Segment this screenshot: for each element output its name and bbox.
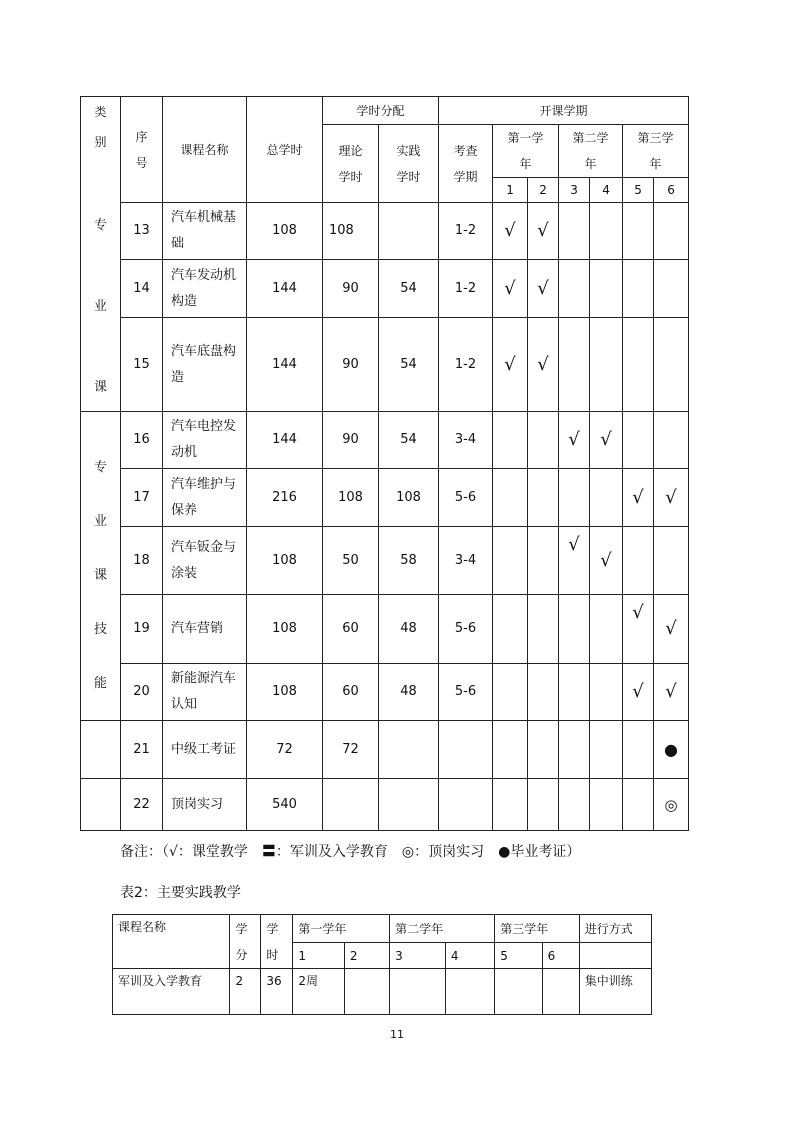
category-char: 能 <box>93 676 107 691</box>
total-hours-cell: 108 <box>247 203 323 260</box>
total-hours-cell: 108 <box>247 664 323 721</box>
total-hours-cell: 216 <box>247 469 323 527</box>
course-name-cell: 汽车发动机构造 <box>163 260 247 318</box>
term-mark-cell <box>623 412 654 469</box>
theory-hours-cell: 90 <box>323 260 379 318</box>
theory-hours-cell <box>323 779 379 831</box>
term-mark-cell <box>493 779 528 831</box>
term-mark-cell <box>559 203 590 260</box>
seq-cell: 14 <box>121 260 163 318</box>
t2-term-cell <box>542 969 579 1015</box>
term-mark-cell <box>493 721 528 779</box>
category-char: 业 <box>93 298 107 314</box>
practice-hours-cell: 108 <box>379 469 439 527</box>
term-mark-cell <box>590 318 623 412</box>
term-mark-cell <box>559 664 590 721</box>
total-hours-cell: 72 <box>247 721 323 779</box>
t2-header-term-6: 6 <box>542 943 579 969</box>
term-mark-cell: √ <box>590 527 623 595</box>
term-mark-cell: √ <box>493 203 528 260</box>
t2-method-cell: 集中训练 <box>579 969 651 1015</box>
practice-hours-cell: 54 <box>379 318 439 412</box>
term-mark-cell <box>559 318 590 412</box>
course-name-cell: 新能源汽车认知 <box>163 664 247 721</box>
theory-hours-cell: 60 <box>323 595 379 664</box>
practice-hours-cell: 54 <box>379 260 439 318</box>
t2-header-credit <box>230 915 261 969</box>
term-mark-cell: √ <box>623 469 654 527</box>
practice-hours-cell: 48 <box>379 664 439 721</box>
term-mark-cell: √ <box>654 664 689 721</box>
category-char: 专 <box>93 217 107 233</box>
header-term-4: 4 <box>590 178 623 203</box>
header-category-text: 类别 <box>94 105 107 149</box>
header-practice <box>379 125 439 203</box>
header-hours-distribution: 学时分配 <box>323 97 439 125</box>
exam-term-cell: 5-6 <box>439 595 493 664</box>
term-mark-cell: √ <box>528 260 559 318</box>
term-mark-cell <box>623 203 654 260</box>
total-hours-cell: 144 <box>247 260 323 318</box>
t2-header-year2: 第二学年 <box>390 915 495 943</box>
header-total-hours: 总学时 <box>247 97 323 203</box>
term-mark-cell <box>559 469 590 527</box>
term-mark-cell <box>654 203 689 260</box>
t2-credit-cell: 2 <box>230 969 261 1015</box>
course-name-cell: 汽车营销 <box>163 595 247 664</box>
seq-cell: 21 <box>121 721 163 779</box>
theory-hours-cell: 108 <box>323 203 379 260</box>
t2-header-method: 进行方式 <box>579 915 651 943</box>
t2-term-cell <box>495 969 542 1015</box>
table-row <box>81 260 689 318</box>
header-year1-text: 第一学年 <box>507 131 544 171</box>
course-name-cell: 顶岗实习 <box>163 779 247 831</box>
term-mark-cell <box>528 412 559 469</box>
term-mark-cell: ● <box>654 721 689 779</box>
t2-term-cell <box>344 969 389 1015</box>
course-name-cell: 中级工考证 <box>163 721 247 779</box>
term-mark-cell <box>623 721 654 779</box>
theory-hours-cell: 90 <box>323 412 379 469</box>
t2-header-course-name: 课程名称 <box>113 915 230 969</box>
practice-hours-cell <box>379 779 439 831</box>
term-mark-cell <box>654 318 689 412</box>
header-term-2: 2 <box>528 178 559 203</box>
header-seq <box>121 97 163 203</box>
theory-hours-cell: 60 <box>323 664 379 721</box>
table-row <box>81 318 689 412</box>
header-seq-text: 序号 <box>135 129 148 170</box>
t2-term-cell: 2周 <box>293 969 345 1015</box>
seq-cell: 16 <box>121 412 163 469</box>
t2-hours-cell: 36 <box>261 969 293 1015</box>
total-hours-cell: 540 <box>247 779 323 831</box>
term-mark-cell <box>493 412 528 469</box>
header-theory-text: 理论学时 <box>338 143 363 184</box>
header-term-1: 1 <box>493 178 528 203</box>
exam-term-cell <box>439 721 493 779</box>
theory-hours-cell: 90 <box>323 318 379 412</box>
term-mark-cell <box>528 595 559 664</box>
header-year1 <box>493 125 559 178</box>
term-mark-cell: √ <box>559 527 590 595</box>
t2-header-year3: 第三学年 <box>495 915 580 943</box>
term-mark-cell <box>623 527 654 595</box>
t2-course-name-cell: 军训及入学教育 <box>113 969 230 1015</box>
term-mark-cell <box>590 469 623 527</box>
t2-header-term-3: 3 <box>390 943 446 969</box>
table-row <box>81 412 689 469</box>
total-hours-cell: 108 <box>247 595 323 664</box>
t2-header-method-blank <box>579 943 651 969</box>
category-empty-cell <box>81 779 121 831</box>
term-mark-cell <box>559 595 590 664</box>
table-row <box>81 664 689 721</box>
term-mark-cell <box>493 527 528 595</box>
term-mark-cell <box>590 260 623 318</box>
term-mark-cell <box>528 664 559 721</box>
practice-teaching-table <box>112 914 652 1015</box>
seq-cell: 20 <box>121 664 163 721</box>
exam-term-cell: 5-6 <box>439 469 493 527</box>
header-course-name: 课程名称 <box>163 97 247 203</box>
term-mark-cell <box>493 664 528 721</box>
t2-header-hours <box>261 915 293 969</box>
header-term-6: 6 <box>654 178 689 203</box>
term-mark-cell: √ <box>654 595 689 664</box>
term-mark-cell: √ <box>528 318 559 412</box>
header-exam <box>439 125 493 203</box>
seq-cell: 15 <box>121 318 163 412</box>
term-mark-cell <box>493 595 528 664</box>
exam-term-cell: 1-2 <box>439 318 493 412</box>
term-mark-cell <box>654 412 689 469</box>
category-char: 课 <box>93 568 107 583</box>
theory-hours-cell: 50 <box>323 527 379 595</box>
term-mark-cell: √ <box>528 203 559 260</box>
t2-header-term-4: 4 <box>445 943 494 969</box>
exam-term-cell: 1-2 <box>439 260 493 318</box>
term-mark-cell: √ <box>623 664 654 721</box>
seq-cell: 17 <box>121 469 163 527</box>
category-professional <box>81 203 121 412</box>
legend-note: 备注：（√：课堂教学 〓：军训及入学教育 ◎：顶岗实习 ●毕业考证） <box>120 844 581 860</box>
term-mark-cell: √ <box>623 595 654 664</box>
total-hours-cell: 144 <box>247 412 323 469</box>
term-mark-cell <box>654 260 689 318</box>
header-year3-text: 第三学年 <box>637 131 674 171</box>
total-hours-cell: 108 <box>247 527 323 595</box>
table-row <box>81 721 689 779</box>
t2-header-term-5: 5 <box>495 943 542 969</box>
term-mark-cell <box>623 318 654 412</box>
practice-hours-cell: 48 <box>379 595 439 664</box>
term-mark-cell <box>528 527 559 595</box>
header-year2-text: 第二学年 <box>572 131 609 171</box>
total-hours-cell: 144 <box>247 318 323 412</box>
exam-term-cell: 1-2 <box>439 203 493 260</box>
practice-hours-cell: 54 <box>379 412 439 469</box>
course-name-cell: 汽车维护与保养 <box>163 469 247 527</box>
term-mark-cell <box>528 469 559 527</box>
exam-term-cell: 3-4 <box>439 527 493 595</box>
category-skill <box>81 412 121 721</box>
exam-term-cell <box>439 779 493 831</box>
t2-header-term-1: 1 <box>293 943 345 969</box>
term-mark-cell <box>590 595 623 664</box>
term-mark-cell <box>559 779 590 831</box>
term-mark-cell <box>559 721 590 779</box>
category-char: 业 <box>93 514 107 529</box>
term-mark-cell: ◎ <box>654 779 689 831</box>
term-mark-cell <box>623 779 654 831</box>
term-mark-cell: √ <box>559 412 590 469</box>
table-row <box>81 527 689 595</box>
header-term-5: 5 <box>623 178 654 203</box>
term-mark-cell <box>590 203 623 260</box>
theory-hours-cell: 72 <box>323 721 379 779</box>
course-name-cell: 汽车电控发动机 <box>163 412 247 469</box>
course-name-cell: 汽车钣金与涂装 <box>163 527 247 595</box>
term-mark-cell <box>528 721 559 779</box>
table-row <box>81 469 689 527</box>
theory-hours-cell: 108 <box>323 469 379 527</box>
t2-header-year1: 第一学年 <box>293 915 390 943</box>
t2-header-credit-text: 学分 <box>235 921 248 962</box>
header-practice-text: 实践学时 <box>396 143 421 184</box>
seq-cell: 19 <box>121 595 163 664</box>
table-row <box>81 595 689 664</box>
table-row <box>81 779 689 831</box>
term-mark-cell <box>493 469 528 527</box>
term-mark-cell: √ <box>654 469 689 527</box>
header-exam-text: 考查学期 <box>453 143 478 184</box>
table-row <box>113 969 652 1015</box>
course-schedule-table <box>80 96 689 831</box>
seq-cell: 18 <box>121 527 163 595</box>
category-char: 技 <box>93 622 107 637</box>
header-theory <box>323 125 379 203</box>
course-name-cell: 汽车底盘构造 <box>163 318 247 412</box>
practice-hours-cell <box>379 721 439 779</box>
term-mark-cell: √ <box>590 412 623 469</box>
category-char: 课 <box>93 379 107 395</box>
header-year2 <box>559 125 623 178</box>
header-term-3: 3 <box>559 178 590 203</box>
term-mark-cell <box>654 527 689 595</box>
t2-term-cell <box>445 969 494 1015</box>
term-mark-cell <box>590 779 623 831</box>
exam-term-cell: 3-4 <box>439 412 493 469</box>
t2-header-term-2: 2 <box>344 943 389 969</box>
t2-header-hours-text: 学时 <box>266 921 279 962</box>
header-semester-group: 开课学期 <box>439 97 689 125</box>
term-mark-cell: √ <box>493 318 528 412</box>
term-mark-cell <box>559 260 590 318</box>
t2-term-cell <box>390 969 446 1015</box>
category-char: 专 <box>93 460 107 475</box>
header-year3 <box>623 125 689 178</box>
practice-hours-cell <box>379 203 439 260</box>
term-mark-cell: √ <box>493 260 528 318</box>
seq-cell: 13 <box>121 203 163 260</box>
practice-hours-cell: 58 <box>379 527 439 595</box>
term-mark-cell <box>623 260 654 318</box>
category-empty-cell <box>81 721 121 779</box>
term-mark-cell <box>528 779 559 831</box>
seq-cell: 22 <box>121 779 163 831</box>
exam-term-cell: 5-6 <box>439 664 493 721</box>
header-category <box>81 97 121 203</box>
term-mark-cell <box>590 664 623 721</box>
page-number: 11 <box>390 1028 404 1041</box>
table2-title: 表2：主要实践教学 <box>120 885 241 901</box>
term-mark-cell <box>590 721 623 779</box>
course-name-cell: 汽车机械基础 <box>163 203 247 260</box>
table-row <box>81 203 689 260</box>
